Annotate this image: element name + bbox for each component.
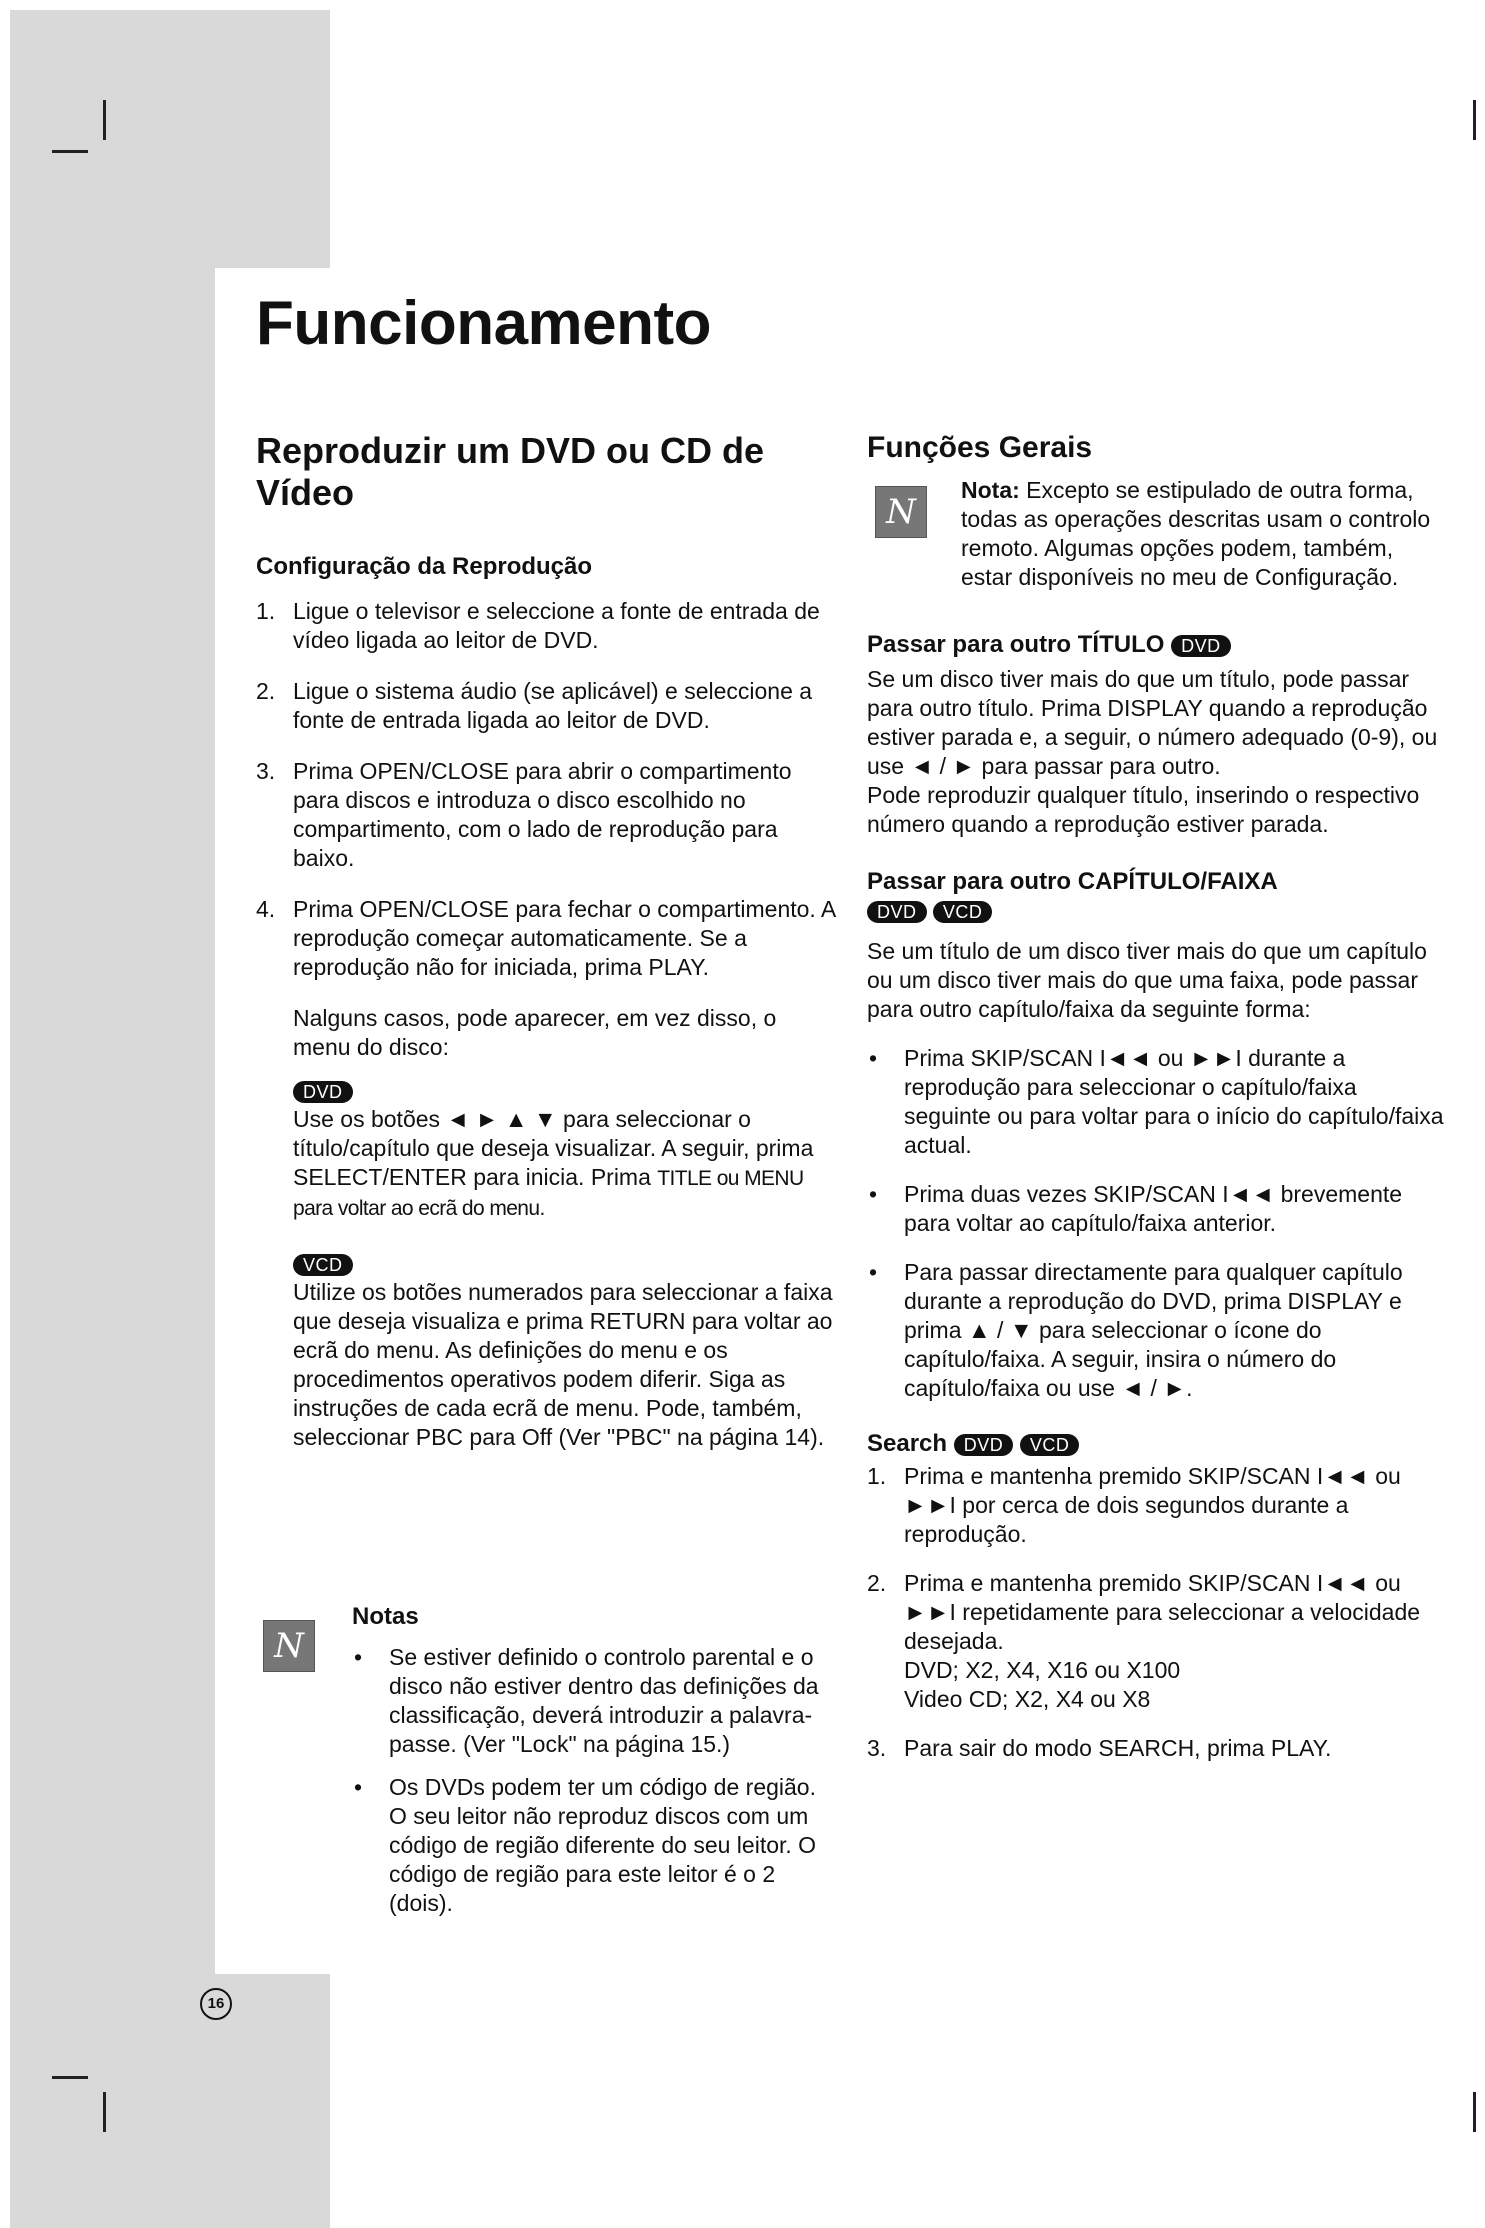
list-item: 3. Para sair do modo SEARCH, prima PLAY. xyxy=(867,1735,1332,1761)
dvd-badge: DVD xyxy=(867,901,927,923)
search-heading: Search DVD VCD xyxy=(867,1429,1447,1458)
crop-mark xyxy=(103,100,106,140)
list-item: • Se estiver definido o controlo parental e o disco não estiver dentro das definições da classificação, deverá introduzir a palavra-passe. (Ver "Lock" na página 15.) xyxy=(354,1644,819,1757)
page-number: 16 xyxy=(200,1988,232,2020)
gray-margin-top xyxy=(10,10,330,268)
note-box: N Nota: Excepto se estipulado de outra forma, todas as operações descritas usam o controlo remoto. Algumas opções podem, também, estar disponíveis no meu de Configuração. xyxy=(867,476,1447,592)
vcd-instructions: Utilize os botões numerados para seleccionar a faixa que deseja visualiza e prima RETURN para voltar ao ecrã do menu. As definições do menu e os procedimentos operativos podem diferir. Siga as instruções de cada ecrã de menu. Pode, também, seleccionar PBC para Off (Ver "PBC" na página 14). xyxy=(293,1279,833,1450)
notes-title: Notas xyxy=(352,1603,419,1630)
dvd-badge: DVD xyxy=(1171,635,1231,657)
list-item: • Prima SKIP/SCAN I◄◄ ou ►►I durante a reprodução para seleccionar o capítulo/faixa seguinte ou para voltar para o início do capítulo/faixa actual. xyxy=(869,1045,1444,1158)
setup-steps xyxy=(256,597,836,982)
vcd-badge: VCD xyxy=(1020,1434,1080,1456)
subheading: Configuração da Reprodução xyxy=(256,553,593,580)
search-steps xyxy=(867,1462,1447,1763)
list-item: 1. Ligue o televisor e seleccione a fonte de entrada de vídeo ligada ao leitor de DVD. xyxy=(256,598,820,653)
list-item: 2. Prima e mantenha premido SKIP/SCAN I◄◄ ou ►►I repetidamente para seleccionar a velocidade desejada. DVD; X2, X4, X16 ou X100 Video CD; X2, X4 ou X8 xyxy=(867,1570,1421,1712)
menu-info xyxy=(256,1004,836,1452)
title-text-2: Pode reproduzir qualquer título, inserindo o respectivo número quando a reprodução estiver parada. xyxy=(867,782,1420,837)
list-item: 2. Ligue o sistema áudio (se aplicável) e seleccione a fonte de entrada ligada ao leitor de DVD. xyxy=(256,678,813,733)
right-column xyxy=(867,430,1447,1763)
crop-mark xyxy=(52,2076,88,2079)
gray-margin-left xyxy=(10,268,215,1974)
gray-margin-bottom xyxy=(10,1974,330,2228)
dvd-badge: DVD xyxy=(954,1434,1014,1456)
crop-mark xyxy=(1473,100,1476,140)
chapter-text: Se um título de um disco tiver mais do que um capítulo ou um disco tiver mais do que uma faixa, pode passar para outro capítulo/faixa da seguinte forma: xyxy=(867,938,1427,1022)
crop-mark xyxy=(103,2092,106,2132)
left-column xyxy=(256,430,836,1452)
chapter-heading: Passar para outro CAPÍTULO/FAIXA xyxy=(867,868,1278,895)
page-title: Funcionamento xyxy=(256,289,712,358)
list-item: • Para passar directamente para qualquer capítulo durante a reprodução do DVD, prima DISPLAY e prima ▲ / ▼ para seleccionar o ícone do capítulo/faixa. A seguir, insira o número do capítulo/faixa ou use ◄ / ►. xyxy=(869,1259,1403,1401)
section-heading: Reproduzir um DVD ou CD de Vídeo xyxy=(256,430,765,513)
list-item: 4. Prima OPEN/CLOSE para fechar o compartimento. A reprodução começar automaticamente. Se a reprodução não for iniciada, prima PLAY. xyxy=(256,896,836,980)
title-heading: Passar para outro TÍTULO DVD xyxy=(867,630,1447,659)
crop-mark xyxy=(52,150,88,153)
vcd-badge: VCD xyxy=(933,901,993,923)
list-item: • Prima duas vezes SKIP/SCAN I◄◄ brevemente para voltar ao capítulo/faixa anterior. xyxy=(869,1181,1403,1236)
note-icon: N xyxy=(263,1620,315,1672)
chapter-bullets xyxy=(867,1044,1447,1403)
notes-block xyxy=(352,1602,832,1918)
list-item: 3. Prima OPEN/CLOSE para abrir o compartimento para discos e introduza o disco escolhido no compartimento, com o lado de reprodução para baixo. xyxy=(256,758,792,871)
dvd-badge: DVD xyxy=(293,1081,353,1103)
list-item: • Os DVDs podem ter um código de região. O seu leitor não reproduz discos com um código de região diferente do seu leitor. O código de região para este leitor é o 2 (dois). xyxy=(354,1774,817,1916)
dvd-instructions: Use os botões ◄ ► ▲ ▼ para seleccionar o título/capítulo que deseja visualizar. A seguir, prima SELECT/ENTER para inicia. Prima TITLE ou MENU para voltar ao ecrã do menu. xyxy=(293,1106,814,1220)
note-icon: N xyxy=(875,486,927,538)
menu-paragraph: Nalguns casos, pode aparecer, em vez disso, o menu do disco: xyxy=(293,1005,777,1060)
crop-mark xyxy=(1473,2092,1476,2132)
notes-list xyxy=(352,1643,832,1918)
vcd-badge: VCD xyxy=(293,1254,353,1276)
title-text: Se um disco tiver mais do que um título, pode passar para outro título. Prima DISPLAY quando a reprodução estiver parada e, a seguir, o número adequado (0-9), ou use ◄ / ► para passar para outro. xyxy=(867,666,1438,779)
list-item: 1. Prima e mantenha premido SKIP/SCAN I◄◄ ou ►►I por cerca de dois segundos durante a reprodução. xyxy=(867,1463,1401,1547)
section-heading: Funções Gerais xyxy=(867,431,1093,464)
